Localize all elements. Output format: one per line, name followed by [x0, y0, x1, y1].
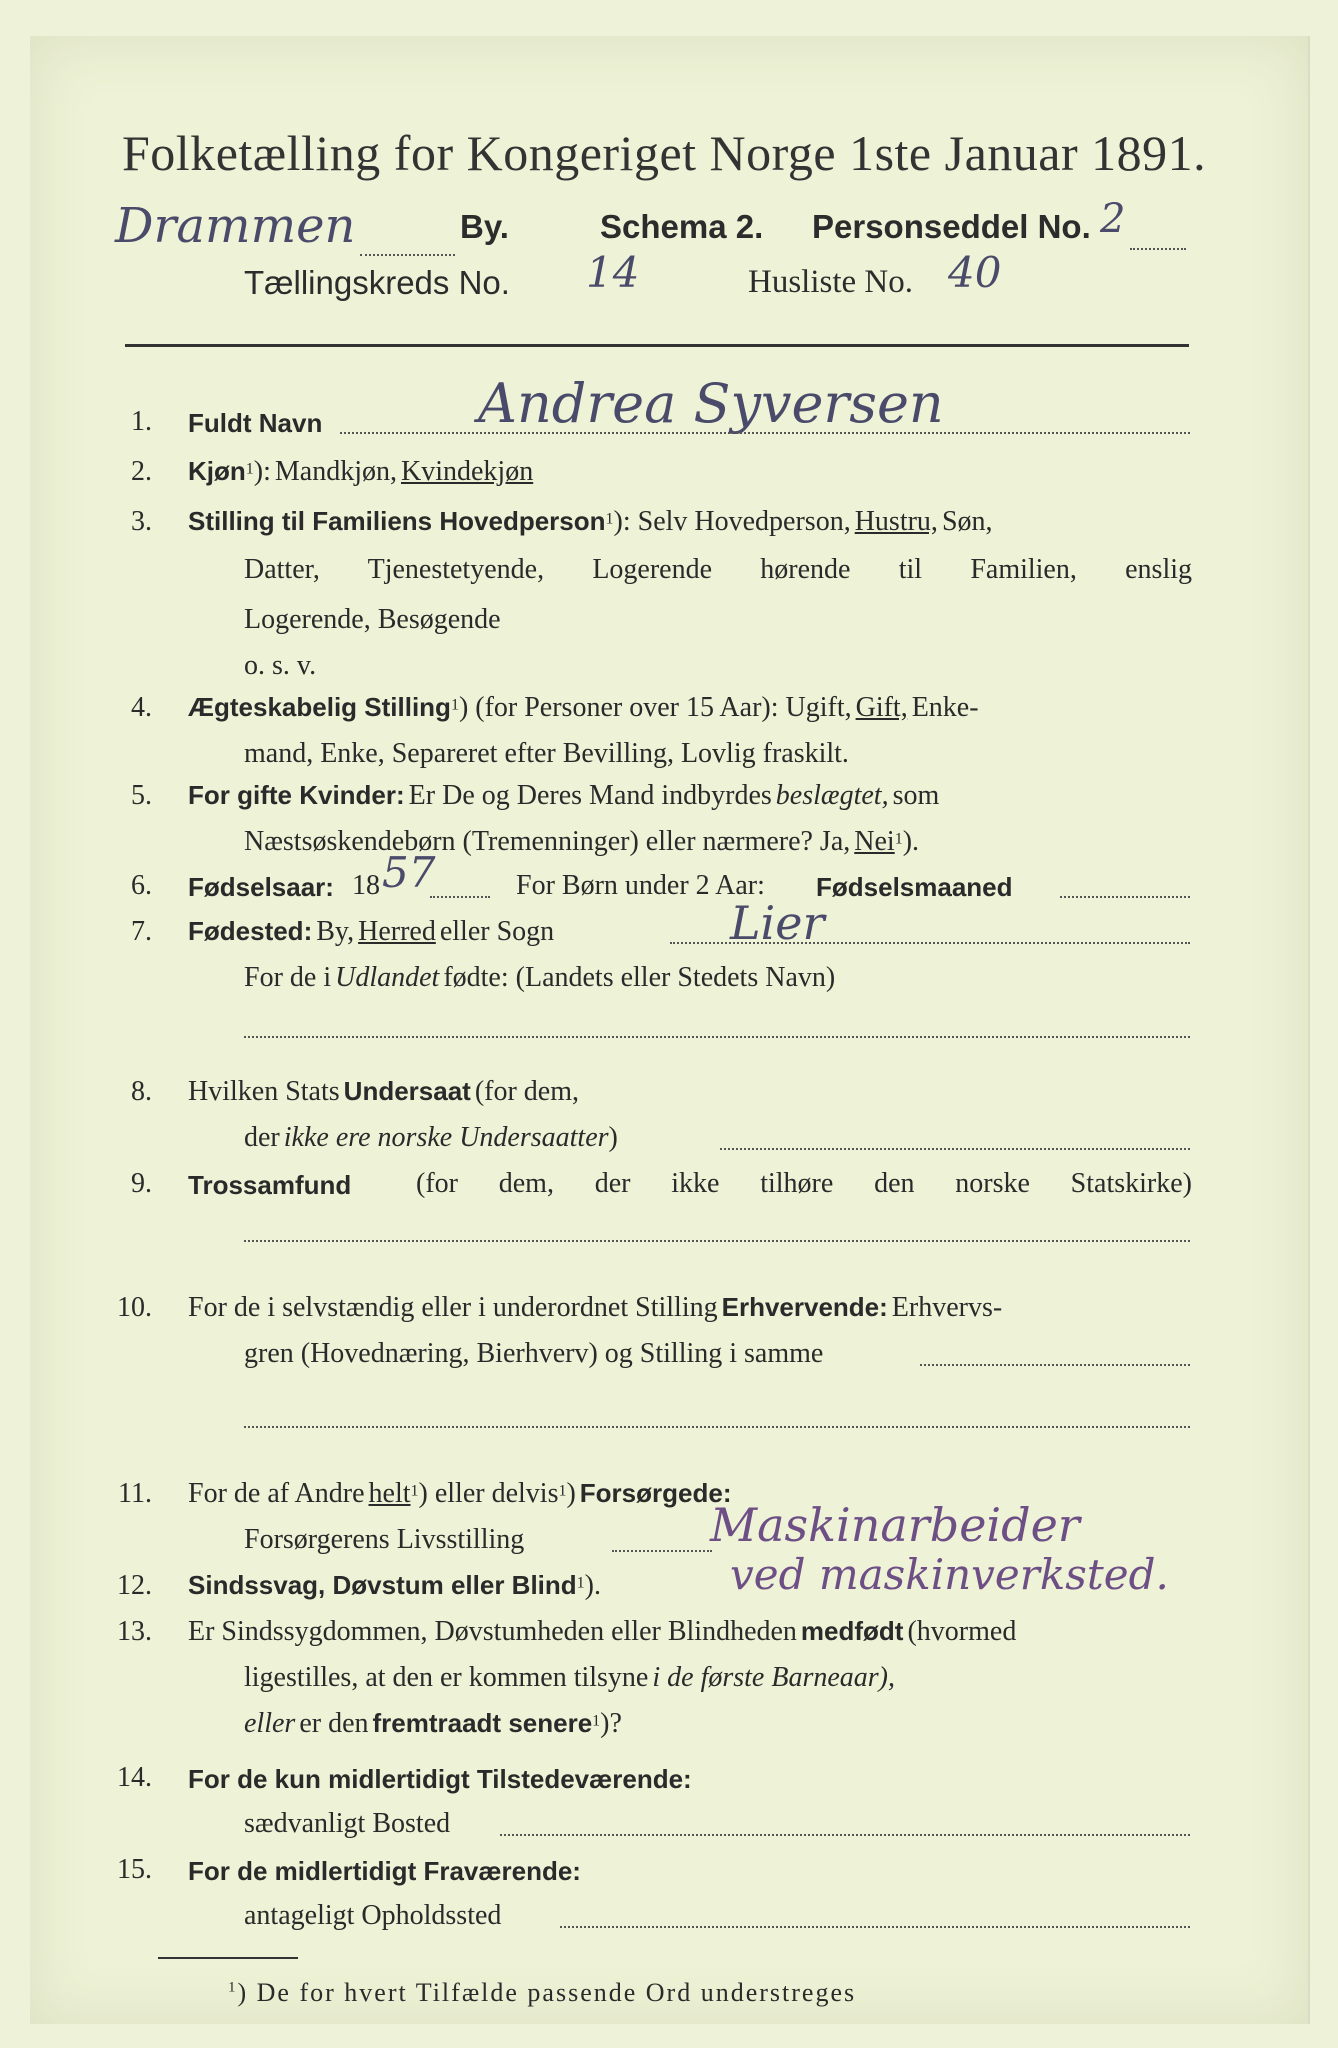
item-4-option-gift: Gift,	[855, 692, 908, 723]
footnote-text: ) De for hvert Tilfælde passende Ord understreges	[237, 1978, 857, 2007]
personseddel-dotted-line	[1130, 248, 1186, 250]
town-handwritten: Drammen	[115, 198, 356, 254]
item-3-line2: Datter, Tjenestetyende, Logerende hørende til Familien, enslig	[244, 554, 1192, 585]
item-5-line1	[188, 780, 1192, 812]
item-10-line1a: For de i selvstændig eller i underordnet Stilling	[188, 1292, 718, 1323]
item-11-line1a: For de af Andre	[188, 1478, 365, 1509]
item-13-sup: 1	[592, 1712, 601, 1730]
item-7-option-herred: Herred	[358, 916, 436, 947]
item-14-dotted-line	[500, 1834, 1190, 1836]
item-7-line2b: Udlandet	[335, 962, 440, 993]
item-11-line1d: )	[566, 1478, 576, 1509]
item-5-line1c: som	[892, 780, 940, 811]
item-7-line2c: fødte: (Landets eller Stedets Navn)	[443, 962, 836, 993]
footnote-rule	[158, 1957, 298, 1959]
item-12-tail: ).	[584, 1570, 601, 1601]
item-8-line2b: ikke ere norske Undersaatter	[283, 1122, 609, 1153]
item-3-number: 3.	[131, 506, 152, 537]
item-6-year-dotted-line	[430, 896, 490, 898]
husliste-label: Husliste No.	[748, 264, 913, 300]
item-8-line2c: )	[608, 1122, 618, 1153]
item-3-line1c: Søn,	[941, 506, 993, 537]
item-14-label: For de kun midlertidigt Tilstedeværende:	[188, 1764, 692, 1794]
personseddel-number: 2	[1100, 196, 1126, 242]
paper-sheet	[30, 36, 1310, 2024]
item-5-number: 5.	[131, 780, 152, 811]
item-5-line2	[244, 826, 919, 858]
item-13-line2b: i de første Barneaar),	[652, 1662, 895, 1693]
item-3-line1	[188, 506, 1192, 538]
item-15-dotted-line	[560, 1926, 1190, 1928]
husliste-number: 40	[948, 248, 1002, 297]
item-11-option-helt: helt	[368, 1478, 411, 1509]
item-3-label: Stilling til Familiens Hovedperson	[188, 506, 606, 536]
item-7-label: Fødested:	[188, 916, 313, 946]
item-7-line1a: By,	[316, 916, 355, 947]
item-2-line	[188, 456, 533, 488]
by-label: By.	[460, 208, 509, 245]
item-6-label: Fødselsaar:	[188, 872, 334, 902]
item-9-dotted-line	[244, 1240, 1190, 1242]
item-2-colon: ):	[253, 456, 271, 487]
item-10-label: Erhvervende:	[721, 1292, 888, 1322]
item-6-label2: Fødselsmaaned	[816, 872, 1013, 902]
item-7-number: 7.	[131, 916, 152, 947]
item-12-label: Sindssvag, Døvstum eller Blind	[188, 1570, 577, 1600]
item-4-sup: 1	[450, 696, 459, 714]
item-5-line1a: Er De og Deres Mand indbyrdes	[408, 780, 772, 811]
item-3-sup: 1	[605, 510, 614, 528]
item-7-foreign-dotted-line	[244, 1036, 1190, 1038]
item-8-label: Undersaat	[343, 1076, 471, 1106]
item-4-number: 4.	[131, 692, 152, 723]
item-13-line3b: er den	[299, 1708, 369, 1739]
item-6-number: 6.	[131, 870, 152, 901]
item-13-line3a: eller	[244, 1708, 296, 1739]
item-9-line1: (for dem, der ikke tilhøre den norske Statskirke)	[416, 1168, 1192, 1199]
item-6-prefix: 18	[352, 870, 380, 901]
item-4-line1	[188, 692, 1192, 724]
item-12-number: 12.	[117, 1570, 152, 1601]
item-8-line1b: (for dem,	[474, 1076, 580, 1107]
item-15-line2: antageligt Opholdssted	[244, 1900, 502, 1931]
item-3-line3: Logerende, Besøgende	[244, 604, 501, 635]
schema-label: Schema 2.	[600, 208, 764, 245]
item-5-line1b: beslægtet,	[775, 780, 889, 811]
item-9-number: 9.	[131, 1168, 152, 1199]
item-7-dotted-line	[670, 942, 1190, 944]
item-13-line2	[244, 1662, 895, 1694]
item-10-number: 10.	[117, 1292, 152, 1323]
item-8-number: 8.	[131, 1076, 152, 1107]
item-7-birthplace-value: Lier	[730, 896, 825, 950]
item-2-option-male: Mandkjøn,	[274, 456, 397, 487]
item-1-label: Fuldt Navn	[188, 408, 323, 438]
item-14-number: 14.	[117, 1762, 152, 1793]
item-1-name-value: Andrea Syversen	[478, 372, 944, 435]
kreds-number: 14	[586, 248, 640, 297]
item-14-line2: sædvanligt Bosted	[244, 1808, 451, 1839]
item-7-line1	[188, 916, 554, 948]
item-8-line2a: der	[244, 1122, 280, 1153]
item-15-number: 15.	[117, 1854, 152, 1885]
item-13-label: medfødt	[800, 1616, 904, 1646]
personseddel-label: Personseddel No.	[812, 208, 1091, 245]
item-6-month-dotted-line	[1060, 896, 1190, 898]
item-12-value: ved maskinverksted.	[730, 1550, 1169, 1599]
item-11-label: Forsørgede:	[579, 1478, 732, 1508]
item-2-number: 2.	[131, 456, 152, 487]
item-9-label: Trossamfund	[188, 1170, 352, 1200]
item-4-line1c: Enke-	[911, 692, 979, 723]
item-8-dotted-line	[720, 1148, 1190, 1150]
header-rule	[125, 344, 1189, 347]
item-7-line2a: For de i	[244, 962, 332, 993]
item-12-line	[188, 1570, 601, 1602]
item-11-line1	[188, 1478, 731, 1510]
item-5-line2c: ).	[902, 826, 920, 857]
item-13-line2a: ligestilles, at den er kommen tilsyne	[244, 1662, 649, 1693]
item-3-line4: o. s. v.	[244, 650, 317, 681]
item-2-option-female: Kvindekjøn	[400, 456, 534, 487]
item-12-sup: 1	[576, 1574, 585, 1592]
item-4-line2: mand, Enke, Separeret efter Bevilling, Lovlig fraskilt.	[244, 738, 849, 769]
item-13-line1a: Er Sindssygdommen, Døvstumheden eller Blindheden	[188, 1616, 797, 1647]
item-11-line2: Forsørgerens Livsstilling	[244, 1524, 525, 1555]
footnote	[228, 1978, 856, 2008]
item-10-line1	[188, 1292, 1192, 1324]
item-8-line1	[188, 1076, 579, 1108]
item-11-dotted-line	[612, 1550, 712, 1552]
item-4-label: Ægteskabelig Stilling	[188, 692, 451, 722]
item-8-line2	[244, 1122, 618, 1154]
item-8-line1a: Hvilken Stats	[188, 1076, 340, 1107]
item-2-label: Kjøn	[188, 456, 246, 486]
item-3-option-hustru: Hustru,	[854, 506, 938, 537]
item-13-line1b: (hvormed	[907, 1616, 1017, 1647]
item-7-line1c: eller Sogn	[439, 916, 555, 947]
item-1-dotted-line	[340, 432, 1190, 434]
item-11-line1c: ) eller delvis	[418, 1478, 559, 1509]
item-13-line3c: )?	[600, 1708, 622, 1739]
item-6-year-value: 57	[382, 848, 436, 897]
item-11-sup-2: 1	[558, 1482, 567, 1500]
item-10-dotted-line-1	[920, 1364, 1190, 1366]
kreds-label: Tællingskreds No.	[244, 264, 510, 301]
item-10-line1b: Erhvervs-	[891, 1292, 1003, 1323]
item-6-rest: For Børn under 2 Aar:	[516, 870, 765, 901]
item-5-label: For gifte Kvinder:	[188, 780, 405, 810]
item-10-line2: gren (Hovednæring, Bierhverv) og Stilling i samme	[244, 1338, 824, 1369]
item-13-number: 13.	[117, 1616, 152, 1647]
item-1-number: 1.	[131, 406, 152, 437]
item-5-sup: 1	[894, 830, 903, 848]
town-dotted-line	[360, 254, 455, 256]
item-11-number: 11.	[118, 1478, 152, 1509]
item-13-label2: fremtraadt senere	[372, 1708, 593, 1738]
item-15-label: For de midlertidigt Fraværende:	[188, 1856, 581, 1886]
item-11-sup-1: 1	[410, 1482, 419, 1500]
item-4-line1a: ) (for Personer over 15 Aar): Ugift,	[458, 692, 852, 723]
item-11-provider-value: Maskinarbeider	[710, 1498, 1080, 1552]
item-2-sup: 1	[245, 460, 254, 478]
item-5-line2a: Næstsøskendebørn (Tremenninger) eller nærmere? Ja,	[244, 826, 851, 857]
item-7-line2	[244, 962, 835, 994]
item-13-line1	[188, 1616, 1192, 1648]
form-title: Folketælling for Kongeriget Norge 1ste Januar 1891.	[122, 125, 1207, 181]
item-13-line3	[244, 1708, 622, 1740]
item-3-line1a: ): Selv Hovedperson,	[613, 506, 851, 537]
item-10-dotted-line-2	[244, 1426, 1190, 1428]
footnote-mark: 1	[228, 1979, 238, 1996]
item-5-option-nei: Nei	[854, 826, 895, 857]
